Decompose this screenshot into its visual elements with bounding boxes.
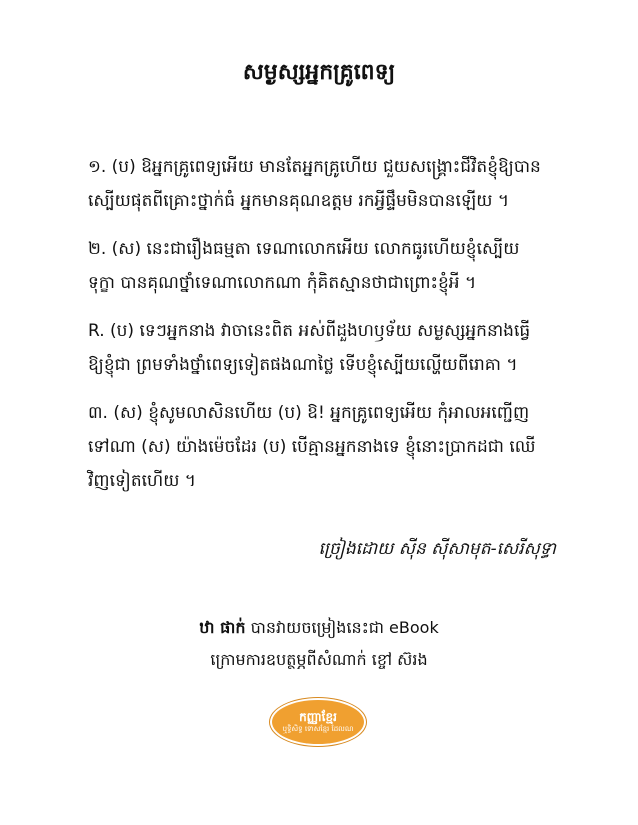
lyric-line: វិញទៀតហើយ ។ bbox=[88, 471, 197, 491]
lyrics-body bbox=[88, 150, 558, 512]
lyric-line: ២. (ស) នេះជារឿងធម្មតា ទេណាលោកអើយ លោកធូរហើយខ្ញុំស្បើយ bbox=[88, 239, 520, 259]
lyric-line: ទៅណា (ស) យ៉ាងម៉េចដែរ (ប) បើគ្មានអ្នកនាងទេ ខ្ញុំនោះប្រាកដជា ឈើ bbox=[88, 437, 536, 457]
footer-line-1-text: បានវាយចម្រៀងនេះជា eBook bbox=[250, 618, 439, 637]
footer-line-2: ក្រោមការឧបត្ថម្ភពីសំណាក់ ខ្ចៅ ស៊រង bbox=[210, 650, 428, 669]
lyric-line: ឱ្យខ្ញុំជា ព្រមទាំងថ្នាំពេទ្យទៀតផងណាថ្លៃ ទើបខ្ញុំស្បើយល្ហើយពីរោគា ។ bbox=[88, 355, 518, 375]
lyric-line: ទុក្ខា បានគុណថ្នាំទេណាលោកណា កុំគិតស្មានថាជាព្រោះខ្ញុំអី ។ bbox=[88, 273, 477, 293]
stanza-2 bbox=[88, 232, 558, 300]
stanza-1 bbox=[88, 150, 558, 218]
song-title: សម្ងស្សអ្នកគ្រូពេទ្យ bbox=[242, 60, 396, 85]
typist-name: ឋា ផាក់ bbox=[199, 618, 246, 637]
footer-line-1 bbox=[0, 612, 638, 644]
stanza-refrain bbox=[88, 314, 558, 382]
ebook-footer bbox=[0, 612, 638, 676]
lyric-line: ១. (ប) ឱអ្នកគ្រូពេទ្យអើយ មានតែអ្នកគ្រូហើយ ជួយសង្រ្គោះជីវិតខ្ញុំឱ្យបាន bbox=[88, 157, 541, 177]
logo-main-text: កញ្ញាខ្មែរ bbox=[299, 710, 337, 724]
lyric-line: ៣. (ស) ខ្ញុំសូមលាសិនហើយ (ប) ឱ! អ្នកគ្រូពេទ្យអើយ កុំអាលអញ្ជើញ bbox=[88, 403, 530, 423]
singer-credit: ច្រៀងដោយ ស៊ីន ស៊ីសាមុត-សេរីសុទ្ធា bbox=[318, 539, 556, 559]
lyric-line: ស្បើយផុតពីគ្រោះថ្នាក់ធំ អ្នកមានគុណឧត្តម រកអ្វីផ្ទឹមមិនបានឡើយ ។ bbox=[88, 191, 510, 211]
kanha-khmer-logo bbox=[272, 700, 364, 744]
logo-sub-text: ឬទ្ធិសិទ្ធ ទោសខ្មែរ ដែលណ bbox=[282, 725, 354, 733]
stanza-3 bbox=[88, 396, 558, 498]
lyric-line: R. (ប) ទេៗអ្នកនាង វាចានេះពិត អស់ពីដួងហឫទ័យ សម្ងស្សអ្នកនាងធ្វើ bbox=[88, 321, 531, 341]
